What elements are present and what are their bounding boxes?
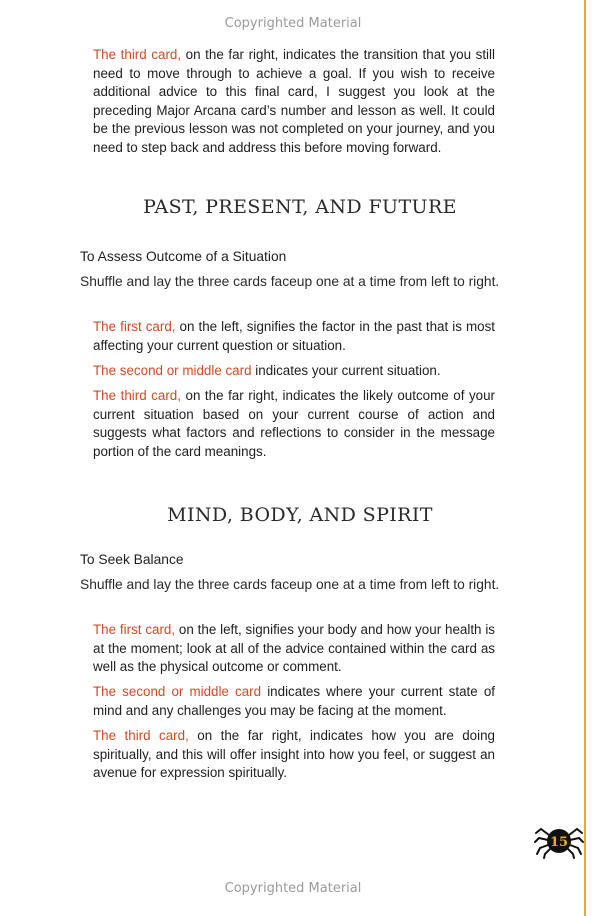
card-highlight: The first card,	[93, 622, 176, 637]
card-highlight: The third card,	[93, 388, 181, 403]
section-instruction: Shuffle and lay the three cards faceup one at a time from left to right.	[80, 274, 500, 289]
section-subtitle: To Seek Balance	[80, 552, 184, 567]
section-title-past-present-future: PAST, PRESENT, AND FUTURE	[143, 196, 457, 218]
card-highlight: The first card,	[93, 319, 176, 334]
watermark-bottom: Copyrighted Material	[224, 881, 362, 896]
page-number: 15	[549, 835, 569, 850]
card-text: on the far right, indicates the likely outcome of your current situation based on your current course of action and suggests what factors and reflections to consider in the message portion of the card meanings.	[93, 388, 495, 459]
card-text: on the left, signifies the factor in the past that is most affecting your current question or situation.	[93, 319, 496, 353]
card-description	[93, 387, 495, 461]
page-number-spider-icon	[533, 823, 585, 859]
intro-text: on the far right, indicates the transition that you still need to move through to achieve a goal. If you wish to receive additional advice to this final card, I suggest you look at the preceding Major Arcana card’s number and lesson as well. It could be the previous lesson was not completed on your journey, and you need to step back and address this before moving forward.	[93, 47, 495, 155]
page-edge-line	[584, 0, 586, 916]
card-text: indicates where your current state of mind and any challenges you may be facing at the moment.	[93, 684, 495, 718]
card-text: on the left, signifies your body and how your health is at the moment; look at all of the advice contained within the card as well as the physical outcome or comment.	[93, 622, 495, 675]
section-subtitle: To Assess Outcome of a Situation	[80, 249, 287, 264]
card-highlight: The third card,	[93, 728, 189, 743]
intro-highlight: The third card,	[93, 47, 182, 62]
card-description	[93, 318, 495, 355]
section-title-mind-body-spirit: MIND, BODY, AND SPIRIT	[167, 504, 433, 526]
card-text: indicates your current situation.	[251, 363, 441, 378]
watermark-top: Copyrighted Material	[224, 16, 362, 31]
intro-paragraph	[93, 46, 495, 158]
card-description	[93, 362, 495, 381]
card-description	[93, 727, 495, 783]
card-highlight: The second or middle card	[93, 363, 252, 378]
section-instruction: Shuffle and lay the three cards faceup one at a time from left to right.	[80, 577, 500, 592]
card-highlight: The second or middle card	[93, 684, 262, 699]
card-description	[93, 621, 495, 677]
card-text: on the far right, indicates how you are doing spiritually, and this will offer insight into how you feel, or suggest an avenue for expression spiritually.	[93, 728, 495, 781]
card-description	[93, 683, 495, 720]
